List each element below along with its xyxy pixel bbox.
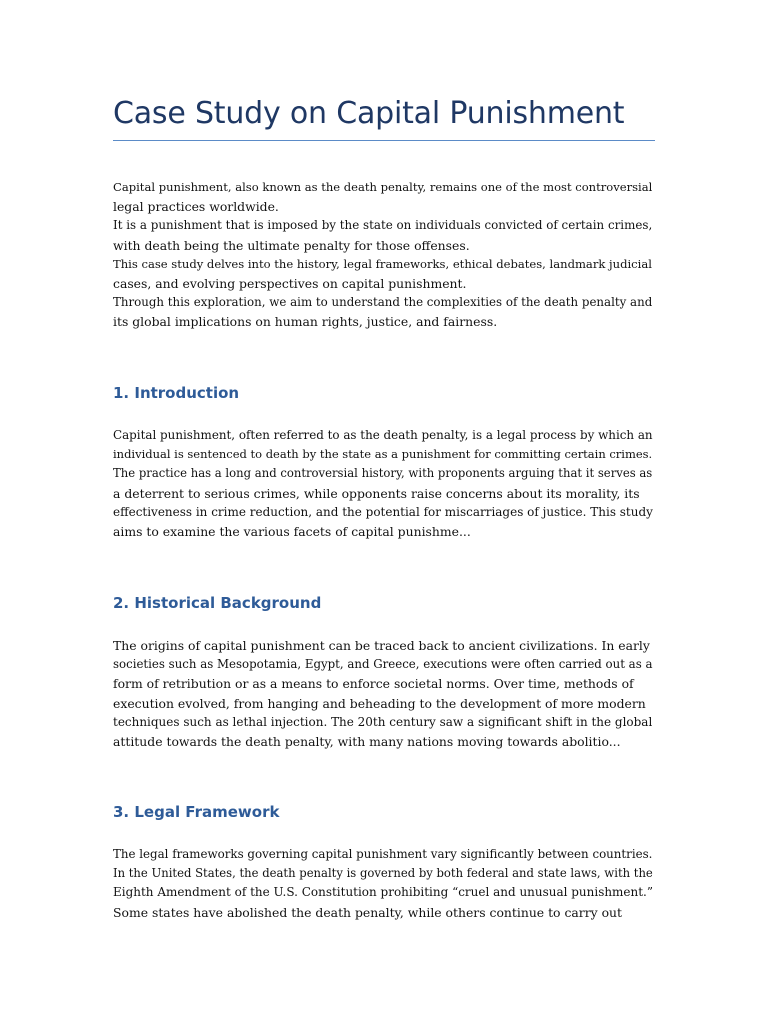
paragraph-line: a deterrent to serious crimes, while opponents raise concerns about its morality, its <box>113 485 640 501</box>
section-heading-introduction: 1. Introduction <box>113 384 240 402</box>
section-paragraph-introduction <box>113 426 655 541</box>
paragraph-line: attitude towards the death penalty, with many nations moving towards abolitio... <box>113 734 621 750</box>
paragraph-line: form of retribution or as a means to enforce societal norms. Over time, methods of <box>113 676 634 692</box>
intro-line: It is a punishment that is imposed by the state on individuals convicted of certain crimes, <box>113 218 653 233</box>
intro-line: its global implications on human rights, justice, and fairness. <box>113 314 498 330</box>
paragraph-line: Eighth Amendment of the U.S. Constitution prohibiting “cruel and unusual punishment.” <box>113 885 653 900</box>
section-heading-historical-background: 2. Historical Background <box>113 594 322 612</box>
intro-line: cases, and evolving perspectives on capital punishment. <box>113 276 467 292</box>
paragraph-line: societies such as Mesopotamia, Egypt, and Greece, executions were often carried out as a <box>113 657 653 672</box>
section-heading-legal-framework: 3. Legal Framework <box>113 803 280 821</box>
intro-line: Capital punishment, also known as the death penalty, remains one of the most controversial <box>113 180 653 194</box>
paragraph-line: techniques such as lethal injection. The 20th century saw a significant shift in the global <box>113 714 653 729</box>
paragraph-line: Some states have abolished the death penalty, while others continue to carry out <box>113 904 622 920</box>
paragraph-line: effectiveness in crime reduction, and the potential for miscarriages of justice. This study <box>113 504 653 519</box>
document-title: Case Study on Capital Punishment <box>113 96 625 131</box>
paragraph-line: The origins of capital punishment can be traced back to ancient civilizations. In early <box>113 638 650 653</box>
intro-line: Through this exploration, we aim to understand the complexities of the death penalty and <box>113 295 653 310</box>
paragraph-line: individual is sentenced to death by the state as a punishment for committing certain crimes. <box>113 447 653 462</box>
paragraph-line: The legal frameworks governing capital punishment vary significantly between countries. <box>113 847 653 861</box>
intro-line: with death being the ultimate penalty for those offenses. <box>113 237 470 253</box>
paragraph-line: The practice has a long and controversial history, with proponents arguing that it serves as <box>113 466 653 481</box>
title-underline <box>113 140 655 141</box>
paragraph-line: aims to examine the various facets of capital punishme... <box>113 524 471 540</box>
intro-line: legal practices worldwide. <box>113 199 279 215</box>
section-paragraph-historical-background <box>113 636 655 751</box>
paragraph-line: execution evolved, from hanging and beheading to the development of more modern <box>113 695 646 711</box>
paragraph-line: In the United States, the death penalty is governed by both federal and state laws, with the <box>113 866 653 881</box>
section-paragraph-legal-framework <box>113 845 655 922</box>
paragraph-line: Capital punishment, often referred to as the death penalty, is a legal process by which an <box>113 428 653 442</box>
intro-line: This case study delves into the history, legal frameworks, ethical debates, landmark judicial <box>113 256 652 271</box>
intro-paragraph <box>113 178 655 332</box>
